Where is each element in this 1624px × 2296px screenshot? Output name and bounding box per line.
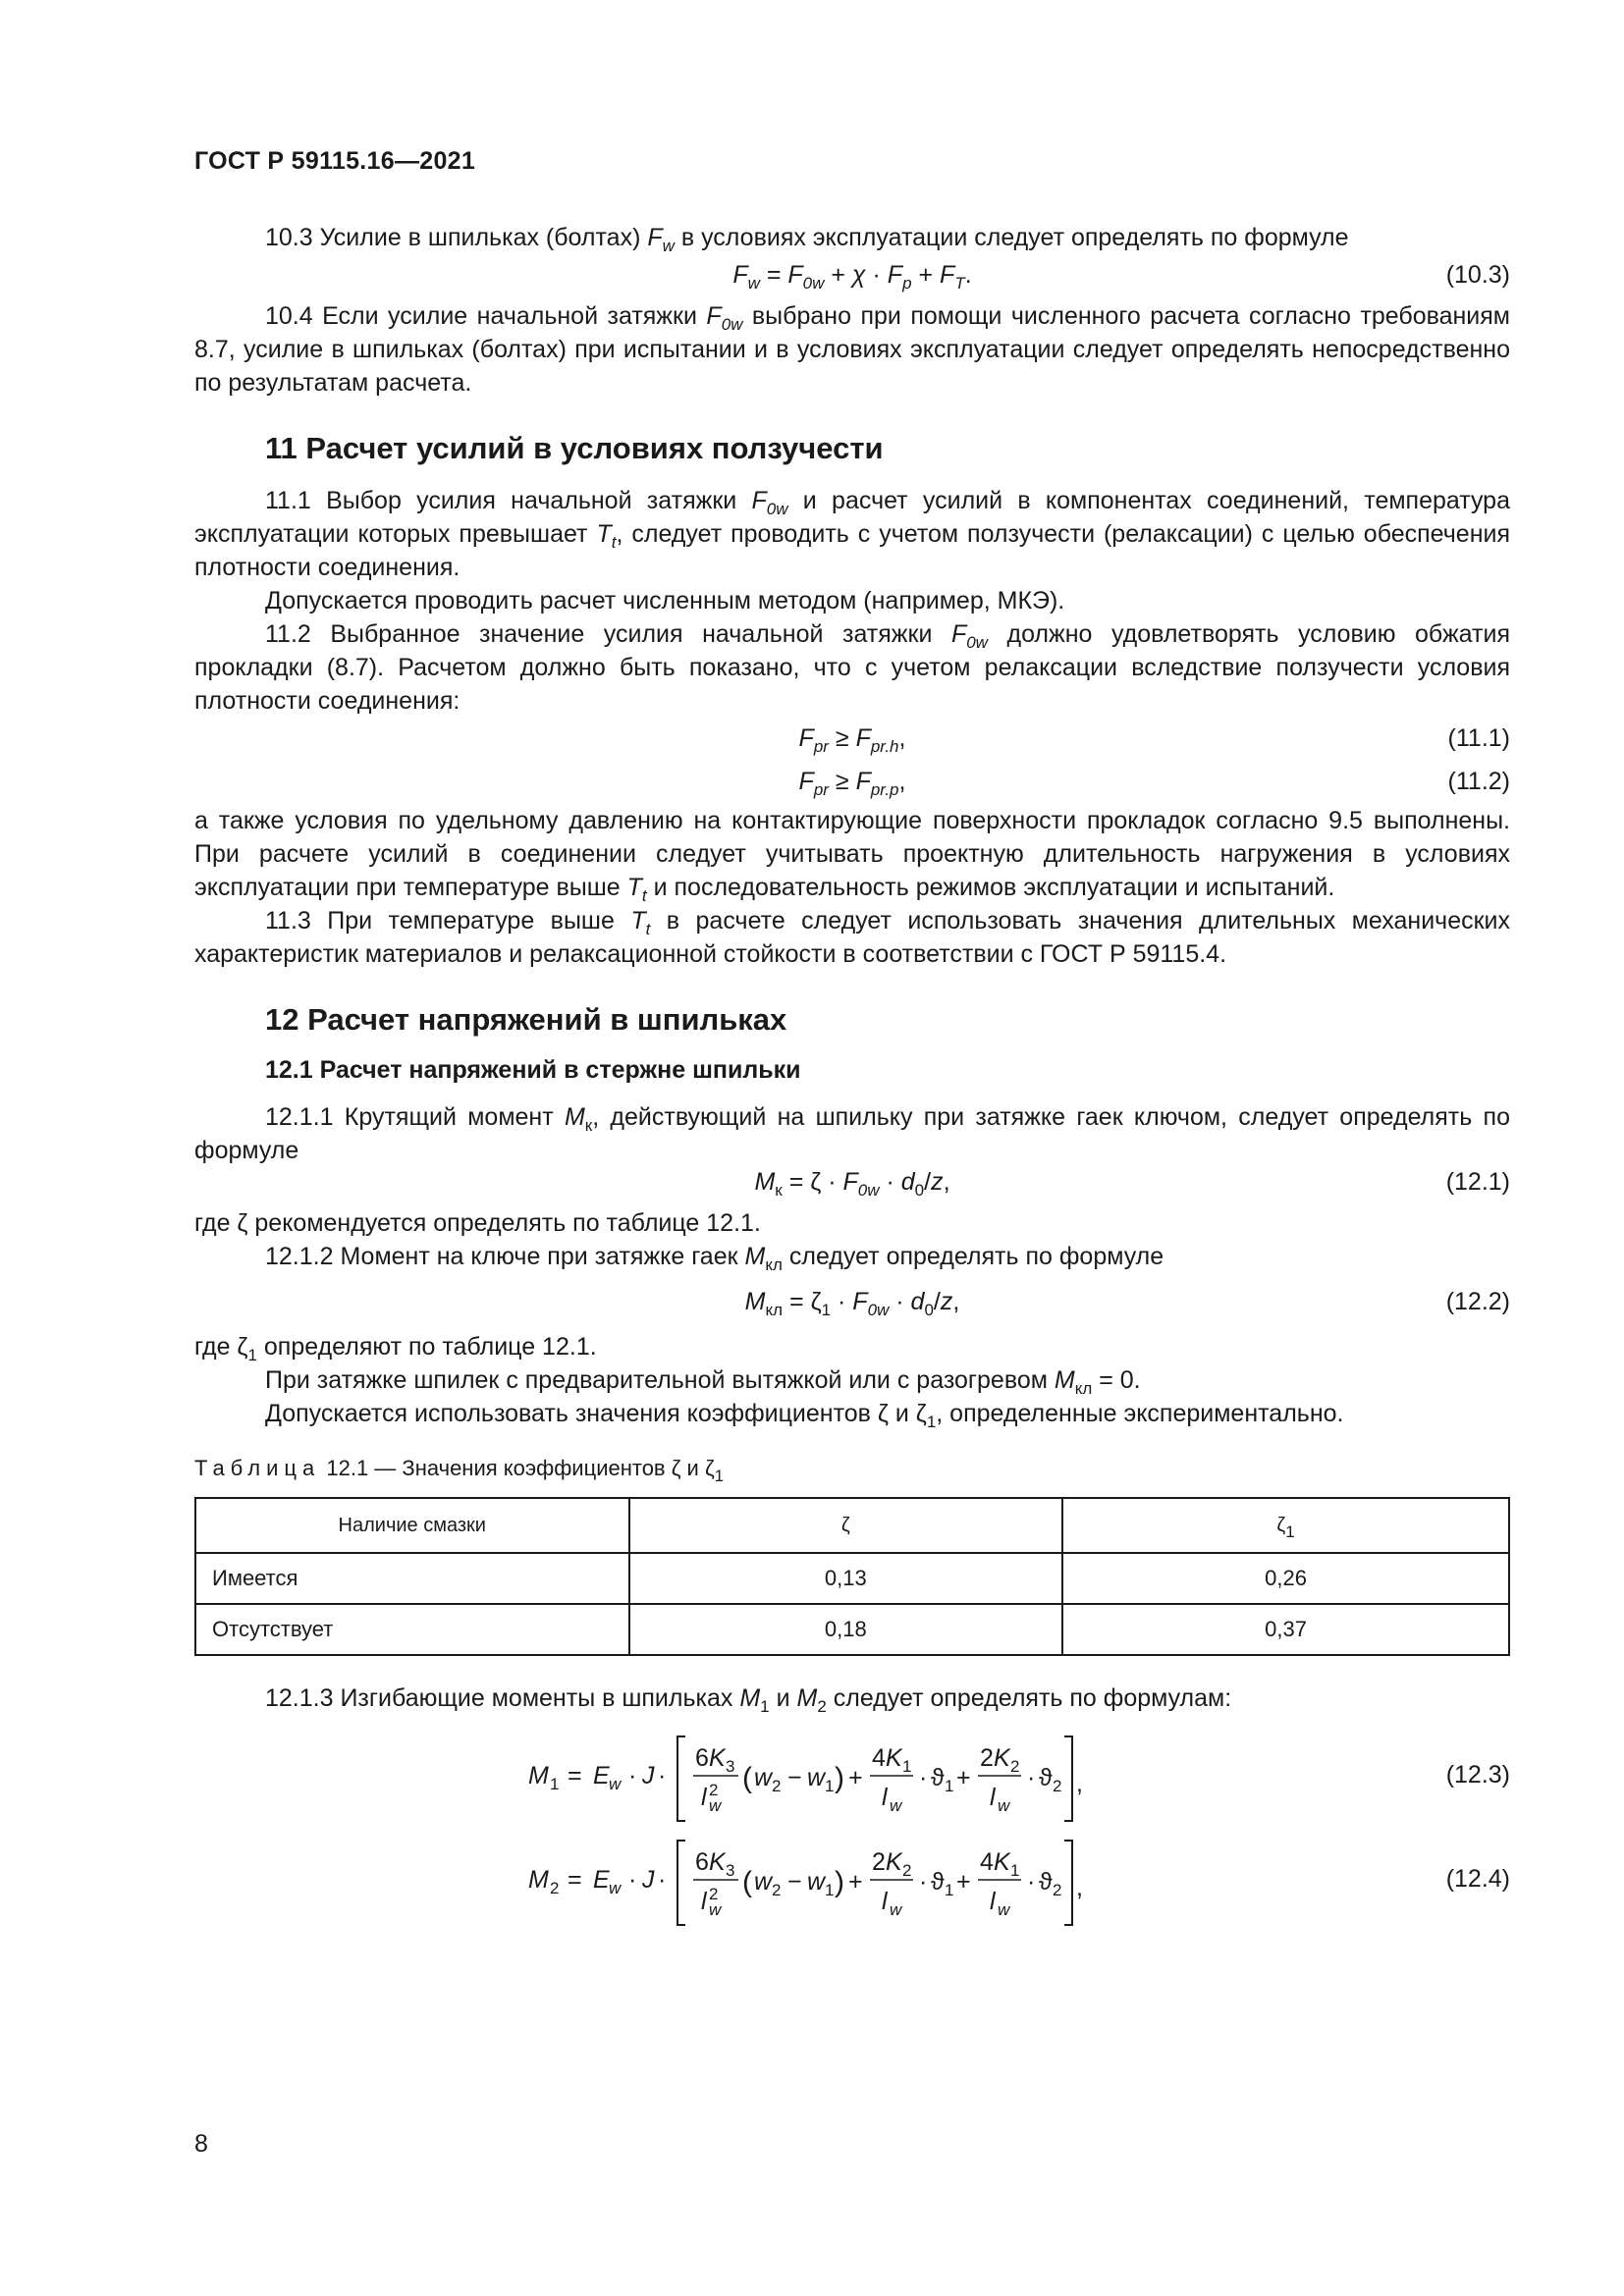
paragraph-11-1: 11.1 Выбор усилия начальной затяжки $F_{0w}$ и расчет усилий в компонентах соединений, температура эксплуатации которых превышает $T_t$, следует проводить с учетом ползучести (релаксации) с целью обеспечения плотности соединения.: [194, 487, 1510, 581]
eq-number-12-2: (12.2): [1445, 1288, 1510, 1315]
svg-text:3: 3: [726, 1757, 735, 1776]
svg-text:E: E: [593, 1762, 610, 1789]
svg-text:6: 6: [695, 1744, 709, 1772]
svg-text:1: 1: [945, 1881, 954, 1899]
table-header-zeta1: $\zeta_1$: [1062, 1498, 1509, 1553]
section-12-title: 12 Расчет напряжений в шпильках: [265, 1002, 787, 1037]
svg-text:3: 3: [726, 1861, 735, 1880]
svg-text:1: 1: [902, 1757, 912, 1776]
lubrication-coefficients-table: [194, 1497, 1510, 1656]
svg-text:1: 1: [1010, 1861, 1020, 1880]
svg-text:2: 2: [1010, 1757, 1020, 1776]
svg-text:·: ·: [628, 1762, 637, 1789]
svg-text:=: =: [568, 1762, 582, 1789]
svg-text:): ): [835, 1866, 844, 1898]
svg-text:ϑ: ϑ: [931, 1764, 945, 1791]
svg-text:2: 2: [772, 1881, 782, 1899]
svg-text:2: 2: [772, 1777, 782, 1795]
paragraph-also-conditions: а также условия по удельному давлению на контактирующие поверхности прокладок согласно 9.5 выполнены. При расчете усилий в соединении следует учитывать проектную длительность нагружения в условиях эксплуатации при температуре выше $T_t$ и последовательность режимов эксплуатации и испытаний.: [194, 807, 1510, 905]
svg-text:K: K: [886, 1848, 902, 1876]
formula-11-2: $F_{pr} \ge F_{pr.p}$, (11.2): [194, 765, 1510, 802]
eq-number-11-1: (11.1): [1447, 724, 1510, 752]
svg-text:w: w: [807, 1764, 826, 1791]
page-content: [194, 221, 1510, 1929]
paragraph-12-1-1: 12.1.1 Крутящий момент $M_к$, действующий на шпильку при затяжке гаек ключом, следует определять по формуле: [194, 1103, 1510, 1164]
svg-text:K: K: [709, 1744, 726, 1772]
svg-text:2: 2: [980, 1744, 994, 1772]
svg-text:ϑ: ϑ: [1039, 1764, 1053, 1791]
svg-text:ϑ: ϑ: [931, 1868, 945, 1896]
eq-number-12-4: (12.4): [1445, 1865, 1510, 1893]
svg-text:w: w: [754, 1764, 773, 1791]
table-cell: Имеется: [195, 1553, 629, 1604]
svg-text:·: ·: [658, 1866, 667, 1894]
svg-text:K: K: [994, 1744, 1010, 1772]
eq-number-10-3: (10.3): [1445, 261, 1510, 289]
svg-text:w: w: [807, 1868, 826, 1896]
formula-10-3: $F_w = F_{0w} + \chi \cdot F_p + F_T$. (10.3): [194, 258, 1510, 295]
formula-12-1: $M_к = \zeta \cdot F_{0w} \cdot d_0/z$, (12.1): [194, 1165, 1510, 1202]
svg-text:): ): [835, 1762, 844, 1794]
svg-text:2: 2: [1053, 1777, 1062, 1795]
svg-text:w: w: [998, 1796, 1010, 1815]
svg-text:·: ·: [628, 1866, 637, 1894]
paragraph-10-3: 10.3 Усилие в шпильках (болтах) $F_w$ в условиях эксплуатации следует определять по формуле: [265, 224, 1349, 255]
formula-12-2: $M_{кл} = \zeta_1 \cdot F_{0w} \cdot d_0/z$, (12.2): [194, 1285, 1510, 1322]
table-cell: 0,26: [1062, 1553, 1509, 1604]
svg-text:+: +: [848, 1764, 863, 1791]
paragraph-11-3: 11.3 При температуре выше $T_t$ в расчете следует использовать значения длительных механических характеристик материалов и релаксационной стойкости в соответствии с ГОСТ Р 59115.4.: [194, 907, 1510, 968]
svg-text:M: M: [528, 1866, 549, 1894]
svg-text:4: 4: [872, 1744, 886, 1772]
table-header-lubrication: Наличие смазки: [195, 1498, 629, 1553]
paragraph-11-2: 11.2 Выбранное значение усилия начальной затяжки $F_{0w}$ должно удовлетворять условию обжатия прокладки (8.7). Расчетом должно быть показано, что с учетом релаксации вследствие ползучести условия плотности соединения:: [194, 620, 1510, 715]
paragraph-12-1-3: 12.1.3 Изгибающие моменты в шпильках $M_1$ и $M_2$ следует определять по формулам:: [265, 1684, 1232, 1716]
svg-text:ϑ: ϑ: [1039, 1868, 1053, 1896]
svg-text:E: E: [593, 1866, 610, 1894]
svg-text:w: w: [709, 1796, 722, 1815]
formula-11-1: $F_{pr} \ge F_{pr.h}$, (11.1): [194, 721, 1510, 755]
svg-text:K: K: [886, 1744, 902, 1772]
table-row: [195, 1553, 1509, 1604]
table-row: [195, 1604, 1509, 1655]
document-id-header: ГОСТ Р 59115.16—2021: [194, 147, 476, 175]
svg-text:2: 2: [902, 1861, 912, 1880]
svg-text:w: w: [890, 1796, 902, 1815]
page-number: 8: [194, 2130, 208, 2158]
svg-text:l: l: [701, 1888, 707, 1915]
paragraph-allow-numeric: Допускается проводить расчет численным методом (например, МКЭ).: [265, 587, 1065, 614]
svg-text:J: J: [642, 1762, 655, 1789]
svg-text:M: M: [528, 1762, 549, 1789]
svg-text:(: (: [742, 1762, 752, 1794]
table-cell: 0,18: [629, 1604, 1063, 1655]
svg-text:w: w: [754, 1868, 773, 1896]
svg-text:l: l: [701, 1784, 707, 1811]
formula-12-3-graphic: [528, 1727, 1373, 1825]
formula-12-4-graphic: [528, 1831, 1373, 1929]
svg-text:2: 2: [1053, 1881, 1062, 1899]
svg-text:2: 2: [872, 1848, 886, 1876]
subsection-12-1-title: 12.1 Расчет напряжений в стержне шпильки: [265, 1056, 801, 1084]
svg-text:J: J: [642, 1866, 655, 1894]
svg-text:l: l: [882, 1784, 888, 1811]
paragraph-12-1-2: 12.1.2 Момент на ключе при затяжке гаек $M_{кл}$ следует определять по формуле: [265, 1243, 1164, 1274]
table-header-zeta: ζ: [629, 1498, 1063, 1553]
svg-text:1: 1: [550, 1775, 560, 1793]
svg-text:·: ·: [1027, 1764, 1036, 1791]
svg-text:+: +: [956, 1868, 971, 1896]
svg-text:l: l: [990, 1888, 996, 1915]
paragraph-where-zeta: где ζ рекомендуется определять по таблице 12.1.: [194, 1209, 761, 1237]
svg-text:l: l: [882, 1888, 888, 1915]
svg-text:1: 1: [945, 1777, 954, 1795]
svg-text:2: 2: [709, 1781, 719, 1799]
svg-text:K: K: [994, 1848, 1010, 1876]
svg-text:(: (: [742, 1866, 752, 1898]
svg-text:K: K: [709, 1848, 726, 1876]
formula-12-3: [194, 1727, 1510, 1825]
table-cell: Отсутствует: [195, 1604, 629, 1655]
paragraph-where-zeta1: где $\zeta_1$ определяют по таблице 12.1.: [194, 1333, 597, 1364]
eq-number-12-3: (12.3): [1445, 1761, 1510, 1789]
table-caption: Таблица 12.1 — Значения коэффициентов ζ и $\zeta_1$: [194, 1456, 725, 1485]
svg-text:=: =: [568, 1866, 582, 1894]
svg-text:w: w: [998, 1900, 1010, 1919]
paragraph-10-4: 10.4 Если усилие начальной затяжки $F_{0w}$ выбрано при помощи численного расчета согласно требованиям 8.7, усилие в шпильках (болтах) при испытании и в условиях эксплуатации следует определять непосредственно по результатам расчета.: [194, 302, 1510, 397]
svg-text:w: w: [609, 1775, 622, 1793]
paragraph-prestretch: При затяжке шпилек с предварительной вытяжкой или с разогревом $M_{кл} = 0$.: [265, 1366, 1141, 1398]
svg-text:w: w: [890, 1900, 902, 1919]
section-11-title: 11 Расчет усилий в условиях ползучести: [265, 431, 884, 465]
svg-text:,: ,: [1076, 1874, 1083, 1901]
paragraph-allow-coefficients: Допускается использовать значения коэффициентов ζ и $\zeta_1$, определенные экспериментально.: [265, 1400, 1344, 1431]
svg-text:2: 2: [550, 1879, 560, 1897]
eq-number-11-2: (11.2): [1447, 768, 1510, 795]
svg-text:w: w: [709, 1900, 722, 1919]
svg-text:−: −: [787, 1868, 802, 1896]
svg-text:4: 4: [980, 1848, 994, 1876]
eq-number-12-1: (12.1): [1445, 1168, 1510, 1196]
table-cell: 0,13: [629, 1553, 1063, 1604]
table-cell: 0,37: [1062, 1604, 1509, 1655]
svg-text:1: 1: [825, 1881, 835, 1899]
svg-text:·: ·: [1027, 1868, 1036, 1896]
svg-text:·: ·: [919, 1868, 928, 1896]
svg-text:6: 6: [695, 1848, 709, 1876]
svg-text:+: +: [956, 1764, 971, 1791]
formula-12-4: [194, 1831, 1510, 1929]
svg-text:1: 1: [825, 1777, 835, 1795]
svg-text:2: 2: [709, 1885, 719, 1903]
svg-text:·: ·: [658, 1762, 667, 1789]
svg-text:·: ·: [919, 1764, 928, 1791]
svg-text:−: −: [787, 1764, 802, 1791]
svg-text:,: ,: [1076, 1770, 1083, 1797]
svg-text:w: w: [609, 1879, 622, 1897]
svg-text:l: l: [990, 1784, 996, 1811]
svg-text:+: +: [848, 1868, 863, 1896]
table-header-row: [195, 1498, 1509, 1553]
